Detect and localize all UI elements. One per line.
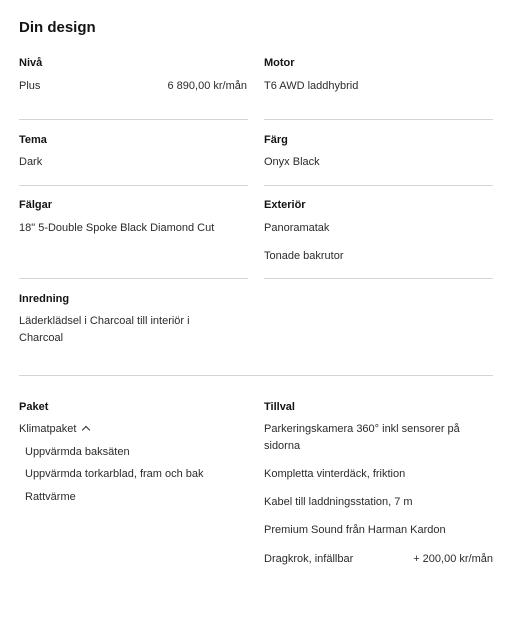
- option-item: Kompletta vinterdäck, friktion: [264, 468, 406, 480]
- interior-label: Inredning: [19, 293, 70, 305]
- color-value: Onyx Black: [264, 156, 320, 168]
- level-label: Nivå: [19, 57, 43, 69]
- wheels-label: Fälgar: [19, 199, 53, 211]
- level-price: 6 890,00 kr/mån: [167, 80, 247, 92]
- divider: [19, 375, 493, 376]
- package-item: Uppvärmda torkarblad, fram och bak: [25, 468, 204, 480]
- option-item: Kabel till laddningsstation, 7 m: [264, 496, 413, 508]
- climate-package-label: Klimatpaket: [19, 423, 77, 435]
- option-price: + 200,00 kr/mån: [413, 553, 493, 565]
- interior-value: Läderklädsel i Charcoal till interiör i Charcoal: [19, 315, 190, 344]
- packages-label: Paket: [19, 401, 49, 413]
- divider: [19, 278, 248, 279]
- divider: [19, 119, 248, 120]
- options-label: Tillval: [264, 401, 295, 413]
- climate-package-toggle[interactable]: [19, 421, 89, 438]
- page-title: Din design: [19, 19, 96, 36]
- theme-value: Dark: [19, 156, 43, 168]
- option-item: Dragkrok, infällbar: [264, 553, 354, 565]
- motor-label: Motor: [264, 57, 295, 69]
- level-value: Plus: [19, 80, 41, 92]
- divider: [264, 185, 493, 186]
- package-item: Rattvärme: [25, 491, 76, 503]
- option-item: Parkeringskamera 360° inkl sensorer på sidorna: [264, 423, 460, 452]
- divider: [264, 278, 493, 279]
- motor-value: T6 AWD laddhybrid: [264, 80, 359, 92]
- theme-label: Tema: [19, 134, 47, 146]
- divider: [264, 119, 493, 120]
- divider: [19, 185, 248, 186]
- color-label: Färg: [264, 134, 288, 146]
- exterior-label: Exteriör: [264, 199, 306, 211]
- chevron-up-icon: [82, 426, 90, 434]
- exterior-item: Panoramatak: [264, 222, 330, 234]
- option-item: Premium Sound från Harman Kardon: [264, 524, 446, 536]
- package-item: Uppvärmda baksäten: [25, 446, 130, 458]
- wheels-value: 18" 5-Double Spoke Black Diamond Cut: [19, 222, 215, 234]
- exterior-item: Tonade bakrutor: [264, 250, 344, 262]
